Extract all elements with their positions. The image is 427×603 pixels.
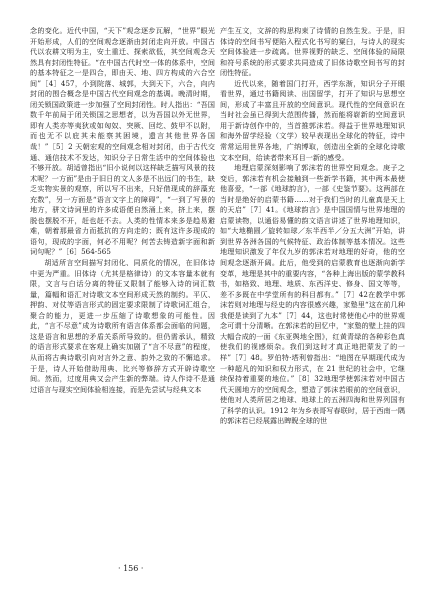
paragraph: 地理启蒙深刻影响了郭沫若的世界空间观念。庚子之变后，郭沫若有机会接触到一些新学书籍，其中两本最使他喜爱，“一部《地球韵言》，一部《史鉴节要》。这两部在当时是绝好的启蒙书籍……对于我们当时的儿童真是天上的天启”［7］41。《地球韵言》是中国国情与世界地理的启蒙读物，以通俗易懂的韵文语言讲述了世界地理知识，如“大地椭圆／旋转如球／东半西半／分五大洲”开始，讲到世界各洲各国的气候特征、政治体制等基本情况。这些地理知识激发了年仅九岁的郭沫若对地理的好奇，他的空间观念逐渐开阔。此后，他受到的启蒙教育也逐渐向新学变革，地理是其中的重要内容，“各种上海出版的蒙学教科书，如格致、地理、地质、东西洋史、修身、国文等等，差不多既在中学堂所有的科目都有。”［7］42在教学中郭沫若则对地理与经史的内容很感兴趣，家塾里“这在前几种我便是读到了九本”［7］44，这也时常使他心中的世界观念可谓十分清晰。在郭沫若的回忆中，“家塾的壁上挂的四大幅合成的一面《东亚舆地全图》，红黄青绿的各种彩色真使我们的视感烦杂。我们到这时才真正地把蒙发了的一样”［7］48。罗伯特·塔利曾指出：“地图在早期现代成为一种超凡的知识和权力形式，在 21 世纪的社会中，它继续保持着重要的地位。”［8］32地理学使郭沫若对中国古代天圆地方的空间观念，塑造了郭沫若眼前的空间意识，使他对人类所居之地球、地球上的五洲四海和世界列国有了科学的认识。1912 年为乡表哥写春联时，居于西南一隅的郭沫若已经展露出睥睨全球的世 bbox=[220, 163, 405, 426]
paragraph: 产生互文，文辞的构思构束了诗情的自然生发。于是，旧体诗的空间书写便陷入程式化书写的窠臼，与诗人的现实空间体验进一步疏离。世界视野的缺乏、空间体验的局限和符号系统的形式要求共同造成了旧体诗歌空间书写的封闭性特征。 bbox=[220, 26, 405, 78]
page-number: · 156 · bbox=[118, 564, 144, 573]
left-column bbox=[30, 26, 215, 395]
paragraph: 胡适所言空间描写封闭化、同质化的情况，在旧体诗中更为严重。旧体诗（尤其是格律诗）的文本容量本就有限，文言与白话分离的特征又限制了能够入诗的词汇数量，篇幅和语汇对诗歌文本空间形成天然的制约。平仄、押韵、对仗等语言形式的固定要求限制了诗歌词汇组合，聚合的能力，更进一步压缩了诗歌想象的可能性。因此，“言不尽意”成为诗歌所有语言体系都会面临的问题，这是语言和思想的矛盾关系所导致的。但仍需承认，精致的语言形式要求在客观上确实加剧了“言不尽意”的程度，从而将古典诗歌引向对言外之意、韵外之致的不懈追求。于是，诗人开始借助用典、比兴等修辞方式开辟诗歌空间。然而，过度用典又会产生新的弊端。诗人作诗不是通过语言与现实空间体验相连接，而是先尝试与经典文本 bbox=[30, 258, 215, 394]
paragraph: 近代以来，随着国门打开，西学东渐，知识分子开眼看世界，通过书籍阅读、出国留学，打开了知识与思想空间，形成了丰富且开放的空间意识。现代性的空间意识在当时社会虽已得到大范围传播，然而能将崭新的空间意识用于新诗创作中的，当首推郭沫若。得益于世界地理知识和海外留学经验（文学）较早表现出全球化的特征，诗中常常运用世界各地，广纳博取，创造出全新的全球化诗歌文本空间，给读者带来耳目一新的感受。 bbox=[220, 78, 405, 162]
right-column bbox=[220, 26, 405, 427]
paragraph: 念的变化。近代中国，“天下”观念逐步瓦解，“世界”眼光开始形成，人们的空间观念逐渐由封闭走向开放。中国古代以农耕文明为主，安土重迁、探索欲低，其空间观念天然具有封闭性特征。“在中国古代时空一体的体系中，空间的基本特征之一是四合，即由天、地、四方构成的六合空间”［4］457，小到院落、城郭，大到天下，六合，向内封闭的围合概念是中国古代空间观念的基调。晚清时期，闭关锁国政策进一步加强了空间封闭性。时人指出：“吾国数千年前局于闭关锁国之思想者，以为吾国以外无世界，即有人类亦等夷狄或如匈奴、突厥、回纥、鼓甲不以附，而也无不以庇其未能察其困境，遗言其他世界各国哉！”［5］2 天朝宏观的空间观念相对封闭，由于古代交通、通信技术不发达，知识分子日常生活中的空间体验也不够开放。胡适曾指出“旧小说何以这样缺乏描写风景的技术呢？一方面”是由于旧日的文人多是不出远门的书生，缺乏实物实景的观察，所以写不出来，只好借现成的辞藻充充数”，另一方面是“语言文字上的障碍”，“一到了写景的地方，骈文诗词里的许多成语便自然涌上来，挤上来，摆脱也摆脱不开，赶也赶不去。人类的性情本来多是趋易避难，朝着那最省力而抵抗的方向走的；既有这许多现成的语句，现成的字面，何必不用呢？何苦去铸造新字面和新词句呢？”［6］564-565 bbox=[30, 26, 215, 257]
